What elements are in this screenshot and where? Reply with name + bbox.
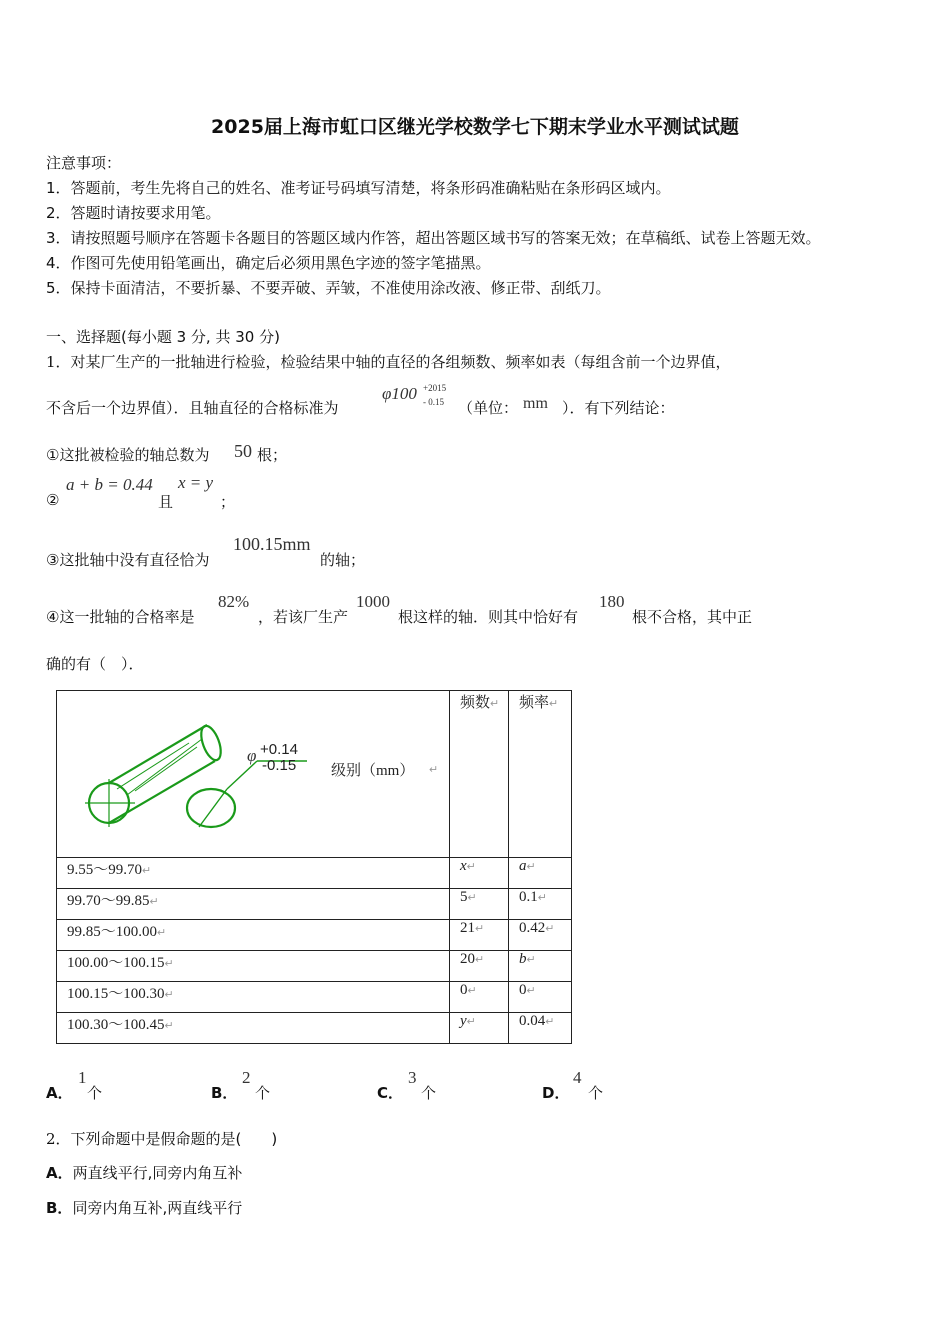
q2-option-b[interactable] bbox=[46, 1197, 242, 1218]
conclusion-3: ③这批轴中没有直径恰为 bbox=[46, 551, 210, 569]
count-value: 5 bbox=[460, 889, 468, 905]
return-mark: ↵ bbox=[490, 698, 500, 710]
tolerance-minus: -0.15 bbox=[262, 757, 297, 774]
rate-cell bbox=[509, 1013, 572, 1044]
q1-number: 1． bbox=[46, 353, 71, 371]
conclusion-2-suffix: ； bbox=[220, 493, 236, 511]
diagram-cell bbox=[57, 691, 450, 858]
return-mark: ↵ bbox=[142, 865, 152, 877]
return-mark: ↵ bbox=[475, 923, 485, 935]
conclusion-4-text2: 根这样的轴．则其中恰好有 bbox=[398, 608, 579, 626]
section-heading: 一、选择题(每小题 3 分, 共 30 分) bbox=[46, 328, 280, 346]
q1-stem-line1: 对某厂生产的一批轴进行检验，检验结果中轴的直径的各组频数、频率如表（每组含前一个边界值， bbox=[70, 353, 731, 371]
range-cell bbox=[57, 920, 450, 951]
return-mark: ↵ bbox=[164, 989, 174, 1001]
option-b-unit: 个 bbox=[255, 1084, 271, 1102]
return-mark: ↵ bbox=[164, 958, 174, 970]
q2-option-b-text: 同旁内角互补,两直线平行 bbox=[72, 1199, 243, 1217]
q1-unit-suffix: ）．有下列结论： bbox=[562, 399, 675, 417]
standard-lower: - 0.15 bbox=[423, 397, 444, 407]
rate-value: 0.04 bbox=[519, 1013, 546, 1029]
conclusion-1: ①这批被检验的轴总数为 bbox=[46, 446, 210, 464]
range-cell bbox=[57, 1013, 450, 1044]
return-mark: ↵ bbox=[429, 764, 439, 776]
return-mark: ↵ bbox=[466, 861, 476, 873]
q1-line1 bbox=[46, 351, 731, 372]
option-c-letter[interactable]: C． bbox=[377, 1084, 404, 1102]
notice-heading: 注意事项： bbox=[46, 154, 122, 172]
range-cell bbox=[57, 858, 450, 889]
count-cell bbox=[450, 889, 509, 920]
count-value: 21 bbox=[460, 920, 475, 936]
standard-upper: +2015 bbox=[423, 383, 447, 393]
rate-value: b bbox=[519, 951, 527, 967]
option-d-number: 4 bbox=[573, 1068, 582, 1087]
range-cell bbox=[57, 889, 450, 920]
return-mark: ↵ bbox=[545, 923, 555, 935]
return-mark: ↵ bbox=[467, 985, 477, 997]
return-mark: ↵ bbox=[526, 954, 536, 966]
standard-phi: φ100 bbox=[382, 384, 417, 403]
option-b-letter[interactable]: B． bbox=[211, 1084, 238, 1102]
range-cell bbox=[57, 982, 450, 1013]
q2-option-a[interactable] bbox=[46, 1162, 242, 1183]
rate-cell bbox=[509, 920, 572, 951]
range-cell bbox=[57, 951, 450, 982]
q1-unit: mm bbox=[523, 395, 548, 412]
option-a-unit: 个 bbox=[87, 1084, 103, 1102]
count-value: 20 bbox=[460, 951, 475, 967]
count-cell bbox=[450, 951, 509, 982]
header-frequency bbox=[450, 691, 509, 858]
header-rate-label: 频率 bbox=[519, 695, 550, 711]
q2-option-b-letter: B． bbox=[46, 1199, 73, 1217]
header-rate bbox=[509, 691, 572, 858]
option-b-number: 2 bbox=[242, 1068, 251, 1087]
q1-line-end: 确的有（ ）． bbox=[46, 655, 144, 673]
return-mark: ↵ bbox=[475, 954, 485, 966]
conclusion-4-text: ，若该厂生产 bbox=[258, 608, 349, 626]
notice-item: 4．作图可先使用铅笔画出，确定后必须用黑色字迹的签字笔描黑。 bbox=[46, 254, 491, 272]
q2-number: 2． bbox=[46, 1130, 71, 1148]
count-value: 0 bbox=[460, 982, 468, 998]
page-title: 2025届上海市虹口区继光学校数学七下期末学业水平测试试题 bbox=[211, 116, 739, 138]
rate-value: 0.1 bbox=[519, 889, 538, 905]
q2-stem-text: 下列命题中是假命题的是( ) bbox=[70, 1130, 278, 1148]
notice-item: 3．请按照题号顺序在答题卡各题目的答题区域内作答，超出答题区域书写的答案无效；在草稿纸、试卷上答题无效。 bbox=[46, 229, 821, 247]
tolerance-phi: φ bbox=[247, 746, 257, 765]
frequency-table bbox=[56, 690, 572, 1044]
table-row bbox=[57, 920, 572, 951]
q2-stem bbox=[46, 1128, 277, 1149]
conclusion-4: ④这一批轴的合格率是 bbox=[46, 608, 195, 626]
notice-item: 2．答题时请按要求用笔。 bbox=[46, 204, 221, 222]
return-mark: ↵ bbox=[549, 698, 559, 710]
tolerance-plus: +0.14 bbox=[260, 741, 298, 758]
range-value: 99.85～100.00 bbox=[67, 924, 158, 940]
return-mark: ↵ bbox=[164, 1020, 174, 1032]
range-value: 100.15～100.30 bbox=[67, 986, 165, 1002]
return-mark: ↵ bbox=[467, 892, 477, 904]
range-value: 100.00～100.15 bbox=[67, 955, 165, 971]
header-frequency-label: 频数 bbox=[460, 695, 491, 711]
return-mark: ↵ bbox=[157, 927, 167, 939]
conclusion-4-rate: 82% bbox=[218, 592, 250, 611]
return-mark: ↵ bbox=[537, 892, 547, 904]
rate-cell bbox=[509, 982, 572, 1013]
table-header-row bbox=[57, 691, 572, 858]
rate-cell bbox=[509, 951, 572, 982]
notice-item: 5．保持卡面清洁，不要折暴、不要弄破、弄皱，不准使用涂改液、修正带、刮纸刀。 bbox=[46, 279, 611, 297]
rate-value: 0 bbox=[519, 982, 527, 998]
table-row bbox=[57, 982, 572, 1013]
conclusion-2: ② bbox=[46, 491, 60, 509]
conclusion-3-value: 100.15mm bbox=[233, 534, 311, 554]
table-row bbox=[57, 1013, 572, 1044]
conclusion-4-total: 1000 bbox=[356, 592, 390, 611]
conclusion-4-text3: 根不合格，其中正 bbox=[632, 608, 753, 626]
conclusion-4-count: 180 bbox=[599, 592, 625, 611]
diagram-label: 级别（mm） bbox=[331, 763, 415, 779]
return-mark: ↵ bbox=[526, 861, 536, 873]
conclusion-2-math2: x = y bbox=[178, 473, 214, 492]
count-cell bbox=[450, 920, 509, 951]
range-value: 9.55～99.70 bbox=[67, 862, 143, 878]
count-value: x bbox=[460, 858, 467, 874]
q1-unit-prefix: （单位： bbox=[458, 399, 519, 417]
notice-item: 1．答题前，考生先将自己的姓名、准考证号码填写清楚，将条形码准确粘贴在条形码区域内。 bbox=[46, 179, 671, 197]
option-d-unit: 个 bbox=[588, 1084, 604, 1102]
q2-option-a-letter: A． bbox=[46, 1164, 73, 1182]
rate-value: 0.42 bbox=[519, 920, 546, 936]
range-value: 99.70～99.85 bbox=[67, 893, 150, 909]
count-cell bbox=[450, 858, 509, 889]
rate-value: a bbox=[519, 858, 527, 874]
return-mark: ↵ bbox=[149, 896, 159, 908]
table-row bbox=[57, 858, 572, 889]
count-value: y bbox=[460, 1013, 467, 1029]
option-a-number: 1 bbox=[78, 1068, 87, 1087]
q1-line2 bbox=[46, 397, 339, 418]
conclusion-1-suffix: 根； bbox=[257, 446, 288, 464]
return-mark: ↵ bbox=[526, 985, 536, 997]
rate-cell bbox=[509, 858, 572, 889]
table-row bbox=[57, 889, 572, 920]
count-cell bbox=[450, 982, 509, 1013]
count-cell bbox=[450, 1013, 509, 1044]
conclusion-2-and: 且 bbox=[158, 493, 174, 511]
q1-stem-line2: 不含后一个边界值）．且轴直径的合格标准为 bbox=[46, 399, 339, 417]
conclusion-1-value: 50 bbox=[234, 441, 252, 461]
conclusion-3-suffix: 的轴； bbox=[320, 551, 366, 569]
option-c-unit: 个 bbox=[421, 1084, 437, 1102]
q2-option-a-text: 两直线平行,同旁内角互补 bbox=[72, 1164, 243, 1182]
return-mark: ↵ bbox=[545, 1016, 555, 1028]
conclusion-2-math1: a + b = 0.44 bbox=[66, 475, 153, 494]
rate-cell bbox=[509, 889, 572, 920]
option-a-letter[interactable]: A． bbox=[46, 1084, 73, 1102]
table-row bbox=[57, 951, 572, 982]
option-c-number: 3 bbox=[408, 1068, 417, 1087]
range-value: 100.30～100.45 bbox=[67, 1017, 165, 1033]
option-d-letter[interactable]: D． bbox=[542, 1084, 570, 1102]
return-mark: ↵ bbox=[466, 1016, 476, 1028]
